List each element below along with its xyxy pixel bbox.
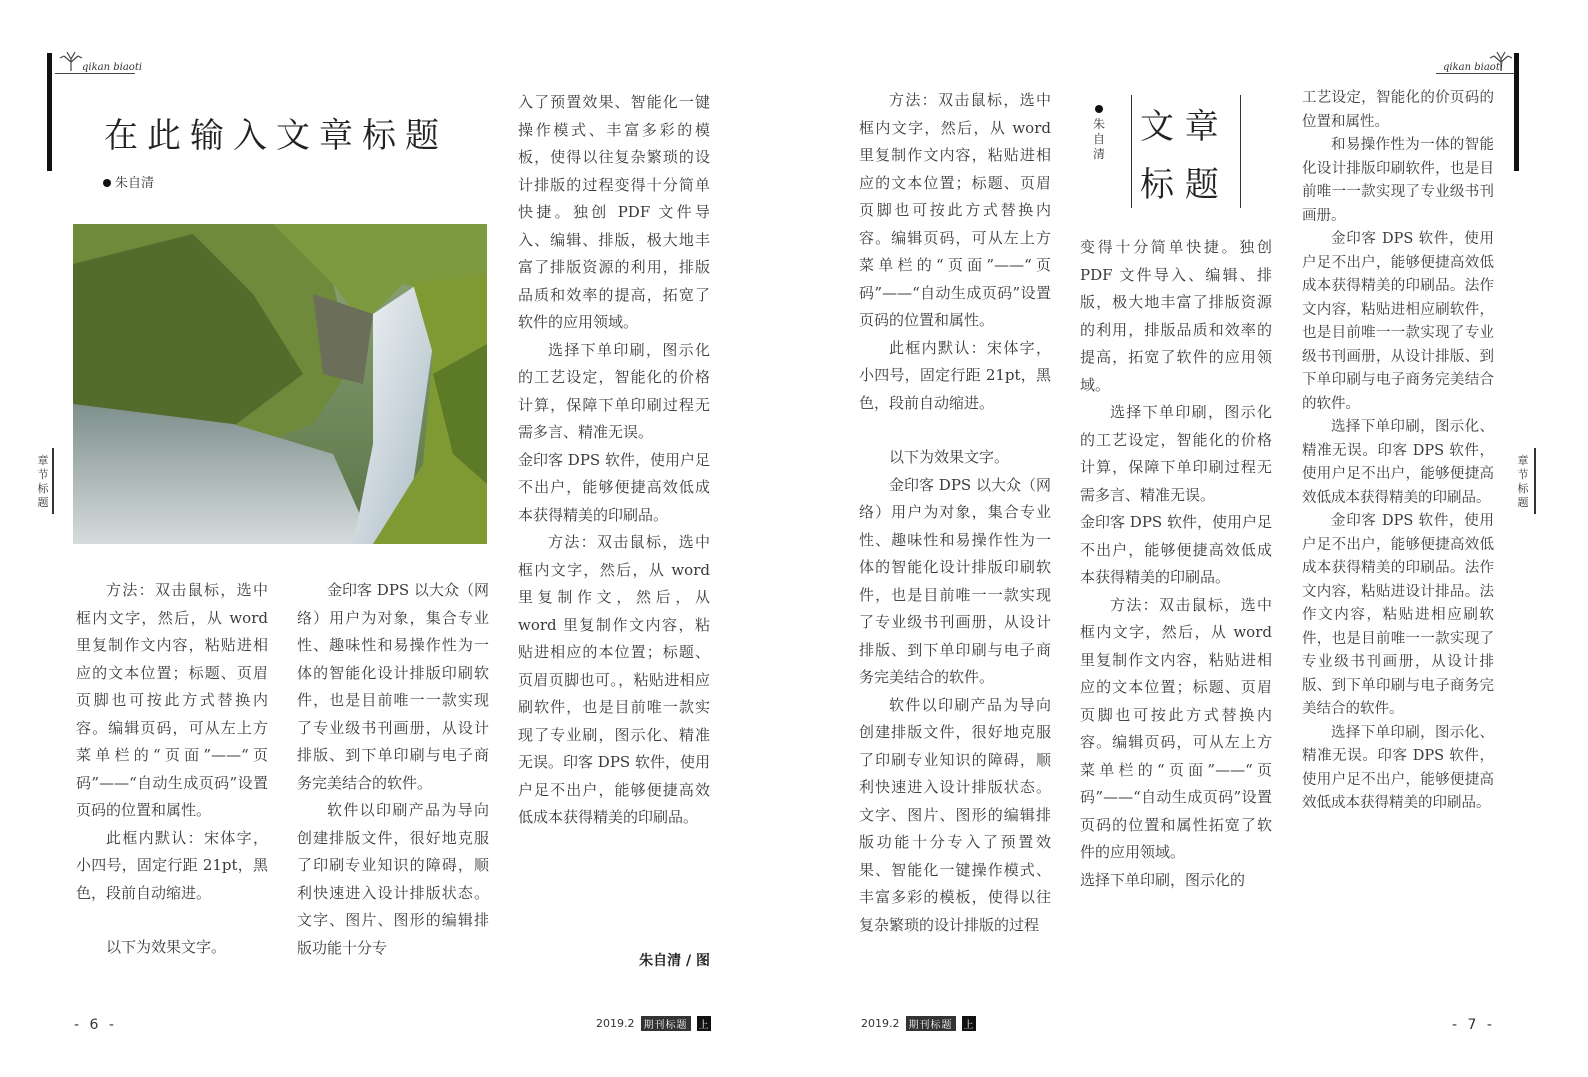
left-col-2	[297, 577, 489, 962]
paragraph: 方法：双击鼠标，选中框内文字，然后，从 word 里复制作文内容，粘贴进相应的文本位置；标题、页眉页脚也可按此方式替换内容。编辑页码，可从左上方菜单栏的“页面”——“页码”——“自动生成页码”设置页码的位置和属性拓宽了软件的应用领域。	[1080, 595, 1272, 861]
paragraph: 金印客 DPS 软件，使用户足不出户，能够便捷高效低成本获得精美的印刷品。法作文内容，粘贴进相应刷软件，也是目前唯一一款实现了专业级书刊画册，从设计排版、到下单印刷与电子商务完美结合的软件。	[1302, 231, 1494, 412]
right-title-rule-left	[1131, 95, 1132, 208]
left-brand: qikan biaoti	[82, 62, 143, 73]
left-side-bar	[52, 448, 54, 514]
right-title-line-2: 标 题	[1140, 165, 1219, 205]
left-header-line	[55, 73, 135, 74]
right-author-name: 朱自清	[1092, 117, 1105, 161]
left-author	[103, 172, 154, 191]
right-side-bar	[1534, 448, 1536, 514]
right-title-line-1: 文 章	[1140, 107, 1219, 147]
right-page-number: - 7 -	[1452, 1017, 1495, 1033]
right-author	[1092, 105, 1106, 162]
paragraph: 软件以印刷产品为导向创建排版文件，很好地克服了印刷专业知识的障碍，顺利快速进入设计排版状态。文字、图片、图形的编辑排版功能十分专入了预置效果、智能化一键操作模式、丰富多彩的模板，使得以往复杂繁琐的设计排版的过程	[859, 695, 1051, 934]
footer-date: 2019.2	[596, 1017, 635, 1030]
paragraph: 金印客 DPS 以大众（网络）用户为对象，集合专业性、趣味性和易操作性为一体的智能化设计排版印刷软件，也是目前唯一一款实现了专业级书刊画册，从设计排版、到下单印刷与电子商务完美结合的软件。	[859, 475, 1051, 686]
left-side-label: 章节标题	[37, 454, 49, 509]
paragraph: 方法：双击鼠标，选中框内文字，然后，从 word 里复制作文内容，粘贴进相应的文本位置；标题、页眉页脚也可按此方式替换内容。编辑页码，可从左上方菜单栏的“页面”——“页码”——“自动生成页码”设置页码的位置和属性。	[859, 91, 1051, 329]
right-footer	[861, 1016, 976, 1031]
right-col-2	[1080, 234, 1272, 894]
paragraph: 选择下单印刷，图示化、精准无误。印客 DPS 软件，使用户足不出户，能够便捷高效低成本获得精美的印刷品。	[1302, 724, 1494, 811]
right-brand: qikan biaoti	[1443, 62, 1504, 73]
left-article-title: 在此输入文章标题	[104, 116, 448, 156]
right-col-1	[859, 87, 1051, 939]
paragraph: 金印客 DPS 以大众（网络）用户为对象，集合专业性、趣味性和易操作性为一体的智能化设计排版印刷软件，也是目前唯一一款实现了专业级书刊画册，从设计排版、到下单印刷与电子商务完美结合的软件。	[297, 581, 489, 792]
bullet-icon	[1095, 105, 1103, 113]
left-author-name: 朱自清	[115, 176, 155, 191]
footer-date: 2019.2	[861, 1017, 900, 1030]
paragraph: 选择下单印刷，图示化的工艺设定，智能化的价格计算，保障下单印刷过程无需多言、精准无误。	[1080, 403, 1272, 504]
left-col-1	[76, 577, 268, 962]
left-page-number: - 6 -	[74, 1017, 117, 1033]
photo-credit: 朱自清 / 图	[639, 953, 710, 969]
paragraph: 工艺设定，智能化的价页码的位置和属性。	[1302, 90, 1494, 130]
footer-volume: 上	[697, 1016, 711, 1031]
paragraph: 选择下单印刷，图示化的工艺设定，智能化的价格计算，保障下单印刷过程无需多言、精准无误。	[518, 340, 710, 441]
right-header-line	[1436, 73, 1514, 74]
paragraph: 和易操作性为一体的智能化设计排版印刷软件，也是目前唯一一款实现了专业级书刊画册。	[1302, 137, 1494, 224]
paragraph: 金印客 DPS 软件，使用户足不出户，能够便捷高效低成本获得精美的印刷品。	[1080, 513, 1272, 586]
paragraph: 以下为效果文字。	[106, 938, 227, 956]
paragraph: 选择下单印刷，图示化、精准无误。印客 DPS 软件，使用户足不出户，能够便捷高效低成本获得精美的印刷品。	[1302, 419, 1494, 506]
paragraph: 选择下单印刷，图示化的	[1080, 870, 1246, 889]
footer-magazine: 期刊标题	[641, 1016, 691, 1031]
left-header-bar	[47, 53, 52, 171]
left-col-3	[518, 89, 710, 832]
left-footer	[596, 1016, 711, 1031]
paragraph: 金印客 DPS 软件，使用户足不出户，能够便捷高效低成本获得精美的印刷品。法作文内容，粘贴进设计排品。法作文内容，粘贴进相应刷软件，也是目前唯一一款实现了专业级书刊画册，从设计排版、到下单印刷与电子商务完美结合的软件。	[1302, 513, 1494, 717]
right-col-3	[1302, 87, 1494, 816]
paragraph: 入了预置效果、智能化一键操作模式、丰富多彩的模板，使得以往复杂繁琐的设计排版的过程变得十分简单快捷。独创 PDF 文件导入、编辑、排版，极大地丰富了排版资源的利用，排版品质和效率的提高，拓宽了软件的应用领域。	[518, 93, 710, 331]
bullet-icon	[103, 179, 111, 187]
paragraph: 变得十分简单快捷。独创 PDF 文件导入、编辑、排版，极大地丰富了排版资源的利用，排版品质和效率的提高，拓宽了软件的应用领域。	[1080, 238, 1272, 394]
paragraph: 此框内默认：宋体字，小四号，固定行距 21pt，黑色，段前自动缩进。	[859, 338, 1051, 412]
right-title-block	[1140, 98, 1219, 214]
waterfall-photo	[73, 224, 487, 544]
right-side-label: 章节标题	[1517, 454, 1529, 509]
paragraph: 以下为效果文字。	[889, 448, 1010, 466]
footer-volume: 上	[962, 1016, 976, 1031]
paragraph: 方法：双击鼠标，选中框内文字，然后，从 word 里复制作文，然后，从 word 里复制作文内容，粘贴进相应的本位置；标题、页眉页脚也可。，粘贴进相应刷软件，也是目前唯一款实现了专业刷，图示化、精准无误。印客 DPS 软件，使用户足不出户，能够便捷高效低成本获得精美的印刷品。	[518, 533, 710, 826]
footer-magazine: 期刊标题	[906, 1016, 956, 1031]
paragraph: 软件以印刷产品为导向创建排版文件，很好地克服了印刷专业知识的障碍，顺利快速进入设计排版状态。文字、图片、图形的编辑排版功能十分专	[297, 801, 489, 957]
right-title-rule-right	[1240, 95, 1241, 208]
paragraph: 此框内默认：宋体字，小四号，固定行距 21pt，黑色，段前自动缩进。	[76, 828, 268, 902]
paragraph: 方法：双击鼠标，选中框内文字，然后，从 word 里复制作文内容，粘贴进相应的文本位置；标题、页眉页脚也可按此方式替换内容。编辑页码，可从左上方菜单栏的“页面”——“页码”——“自动生成页码”设置页码的位置和属性。	[76, 581, 268, 819]
paragraph: 金印客 DPS 软件，使用户足不出户，能够便捷高效低成本获得精美的印刷品。	[518, 450, 710, 524]
